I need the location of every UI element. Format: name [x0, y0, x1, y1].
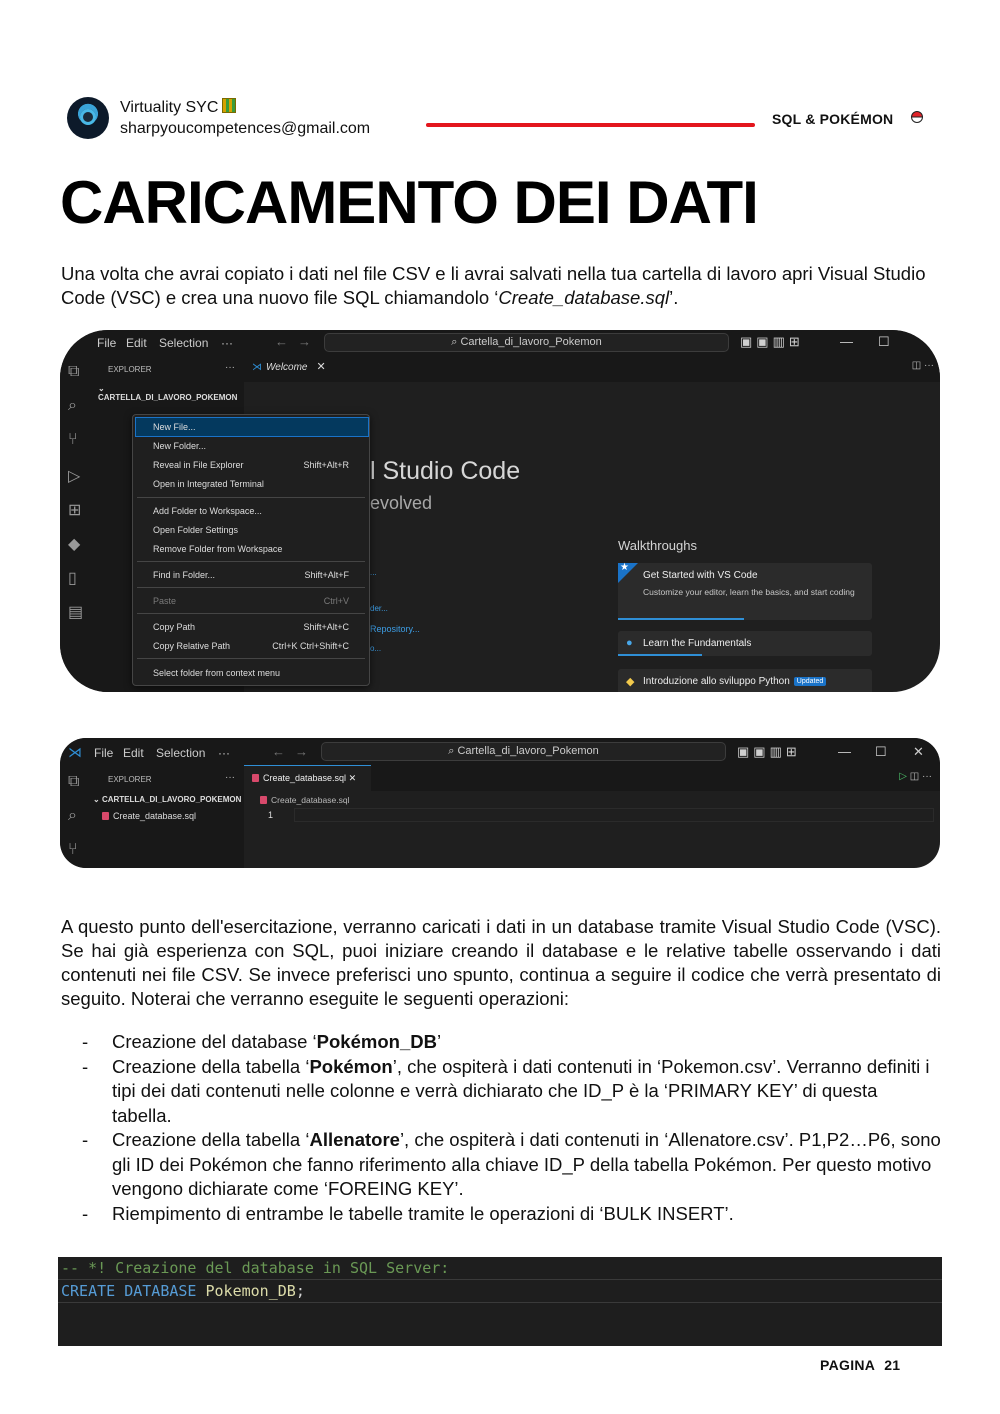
menu-item-folder-settings[interactable]: Open Folder Settings — [153, 525, 239, 535]
page-title: CARICAMENTO DEI DATI — [60, 169, 758, 236]
author-email: sharpyoucompetences@gmail.com — [120, 120, 371, 137]
title-bar — [60, 738, 940, 765]
python-icon[interactable]: ◆ — [68, 536, 81, 553]
menu-item-reveal[interactable]: Reveal in File Explorer Shift+Alt+R — [153, 460, 349, 470]
header-divider — [426, 123, 755, 127]
menu-item-new-folder[interactable]: New Folder... — [153, 441, 207, 451]
sql-file-icon — [260, 796, 267, 804]
back-arrow-icon[interactable]: ← — [275, 334, 288, 349]
split-editor-icon[interactable]: ◫ ··· — [911, 360, 934, 371]
list-item: - Creazione della tabella ‘Pokémon’, che ospiterà i dati contenuti in ‘Pokemon.csv’. Verranno definiti i tipi dei dati contenuti nelle colonne e verrà dichiarato che ID_P è la ‘PRIMARY KEY’ di questa tabella. — [82, 1055, 942, 1129]
search-icon[interactable]: ⌕ — [68, 807, 77, 824]
menu-item-open-terminal[interactable]: Open in Integrated Terminal — [153, 479, 264, 489]
minimize-icon[interactable]: — — [838, 744, 855, 759]
menu-item-new-file[interactable]: New File... — [136, 418, 368, 436]
editor-tabs — [244, 354, 940, 382]
explorer-more-icon[interactable]: ··· — [225, 362, 235, 373]
maximize-icon[interactable]: ☐ — [875, 744, 891, 759]
search-icon: ⌕ — [448, 745, 458, 757]
sql-code-block — [58, 1257, 942, 1346]
title-bar — [60, 330, 940, 354]
forward-arrow-icon[interactable]: → — [295, 744, 308, 759]
back-arrow-icon[interactable]: ← — [272, 744, 285, 759]
explorer-title: EXPLORER — [108, 775, 152, 784]
author-avatar — [67, 97, 109, 139]
menu-edit[interactable]: Edit — [126, 336, 147, 350]
operations-paragraph: A questo punto dell'esercitazione, verranno caricati i dati in un database tramite Visual Studio Code (VSC). Se hai già esperienza con SQL, puoi iniziare creando il database e le relative tabelle osservando i dati contenuti nei file CSV. Se invece preferisci uno spunto, continua a seguire il codice che verrà presentato di seguito. Noterai che verranno eseguite le seguenti operazioni: — [61, 916, 941, 1009]
walkthroughs-heading: Walkthroughs — [618, 538, 697, 553]
code-statement: CREATE DATABASE Pokemon_DB; — [61, 1282, 305, 1300]
walkthrough-card[interactable]: ● Learn the Fundamentals — [618, 631, 872, 656]
explorer-more-icon[interactable]: ··· — [225, 772, 235, 783]
explorer-title: EXPLORER — [108, 365, 152, 374]
editor-current-line[interactable] — [294, 808, 934, 822]
walkthrough-card[interactable]: ◆ Introduzione allo sviluppo Python Updated — [618, 669, 872, 692]
menu-more[interactable]: ··· — [218, 746, 230, 760]
menu-edit[interactable]: Edit — [123, 746, 144, 760]
start-link[interactable]: der... — [370, 604, 388, 613]
activity-bar — [60, 354, 93, 692]
tab-create-database[interactable]: Create_database.sql ✕ — [244, 765, 371, 791]
pokeball-icon — [911, 111, 923, 123]
sql-file-icon — [102, 812, 109, 820]
menu-item-find-in-folder[interactable]: Find in Folder... Shift+Alt+F — [153, 570, 349, 580]
welcome-title: l Studio Code — [370, 457, 521, 485]
search-icon: ⌕ — [451, 336, 461, 348]
sql-file-icon — [252, 774, 259, 782]
menu-item-select-folder[interactable]: Select folder from context menu — [153, 668, 281, 678]
close-icon[interactable]: ✕ — [316, 361, 326, 373]
operations-list — [82, 1030, 942, 1226]
start-link[interactable]: ... — [370, 568, 377, 577]
menu-item-copy-path[interactable]: Copy Path Shift+Alt+C — [153, 622, 349, 632]
command-center-search[interactable]: ⌕ Cartella_di_lavoro_Pokemon — [321, 742, 726, 761]
welcome-subtitle: evolved — [370, 493, 433, 513]
menu-item-copy-relative-path[interactable]: Copy Relative Path Ctrl+K Ctrl+Shift+C — [153, 641, 349, 651]
breadcrumb[interactable]: Create_database.sql — [260, 795, 349, 805]
context-menu — [132, 414, 370, 686]
activity-bar — [60, 765, 93, 868]
command-center-search[interactable]: ⌕ Cartella_di_lavoro_Pokemon — [324, 333, 729, 352]
line-number: 1 — [268, 810, 274, 820]
progress-bar — [618, 618, 744, 620]
layout-toggle-icons[interactable]: ▣▣▥⊞ — [737, 744, 801, 759]
files-icon[interactable]: ⧉ — [68, 773, 80, 790]
list-item: - Riempimento di entrambe le tabelle tramite le operazioni di ‘BULK INSERT’. — [82, 1202, 942, 1227]
tab-welcome[interactable]: ⋊ Welcome ✕ — [252, 361, 326, 373]
menu-item-add-folder[interactable]: Add Folder to Workspace... — [153, 506, 262, 516]
workspace-folder[interactable]: ⌄ CARTELLA_DI_LAVORO_POKEMON — [98, 384, 238, 402]
intro-paragraph: Una volta che avrai copiato i dati nel file CSV e li avrai salvati nella tua cartella di lavoro apri Visual Studio Code (VSC) e crea una nuovo file SQL chiamandolo ‘Create_database.sql’. — [61, 263, 926, 308]
extensions-icon[interactable]: ⊞ — [68, 502, 82, 519]
maximize-icon[interactable]: ☐ — [878, 334, 894, 349]
close-icon[interactable]: ✕ — [348, 773, 357, 783]
vscode-screenshot-new-file — [60, 330, 940, 692]
progress-bar — [618, 654, 702, 656]
layout-toggle-icons[interactable]: ▣▣▥⊞ — [740, 334, 804, 349]
menu-selection[interactable]: Selection — [156, 746, 206, 760]
menu-file[interactable]: File — [97, 336, 117, 350]
menu-item-remove-folder[interactable]: Remove Folder from Workspace — [153, 544, 283, 554]
star-icon: ★ — [618, 563, 638, 583]
notebook-icon[interactable]: ▯ — [68, 570, 77, 587]
menu-file[interactable]: File — [94, 746, 114, 760]
list-item: - Creazione del database ‘Pokémon_DB’ — [82, 1030, 942, 1055]
menu-selection[interactable]: Selection — [159, 336, 209, 350]
source-control-icon[interactable]: ⑂ — [68, 841, 78, 858]
close-window-icon[interactable]: ✕ — [913, 744, 928, 759]
panel-icon[interactable]: ▤ — [68, 604, 84, 621]
source-control-icon[interactable]: ⑂ — [68, 431, 78, 448]
search-icon[interactable]: ⌕ — [68, 397, 77, 414]
menu-item-paste[interactable]: Paste Ctrl+V — [153, 596, 349, 606]
list-item: - Creazione della tabella ‘Allenatore’, che ospiterà i dati contenuti in ‘Allenatore.csv’. P1,P2…P6, sono gli ID dei Pokémon che fanno riferimento alla chiave ID_P della tabella Pokémon. Per questo motivo vengono dichiarate come ‘FOREING KEY’. — [82, 1128, 942, 1202]
editor-tabs — [244, 765, 940, 791]
workspace-folder[interactable]: ⌄ CARTELLA_DI_LAVORO_POKEMON — [93, 795, 242, 804]
author-name: Virtuality SYC — [120, 98, 236, 117]
minimize-icon[interactable]: — — [840, 334, 857, 349]
updated-badge: Updated — [794, 677, 826, 686]
page-number: PAGINA 21 — [820, 1357, 901, 1373]
vscode-logo-icon: ⋊ — [68, 744, 82, 760]
code-comment: -- *! Creazione del database in SQL Server: — [61, 1259, 450, 1277]
start-link[interactable]: o... — [370, 644, 382, 653]
brand-logo-icon — [222, 98, 236, 113]
forward-arrow-icon[interactable]: → — [298, 334, 311, 349]
start-link[interactable]: Repository... — [370, 624, 420, 634]
files-icon[interactable]: ⧉ — [68, 363, 80, 380]
run-split-icons[interactable]: ▷ ◫ ··· — [899, 771, 932, 782]
header-topic: SQL & POKÉMON — [772, 111, 894, 127]
run-debug-icon[interactable]: ▷ — [68, 468, 81, 485]
explorer-file-item[interactable]: Create_database.sql — [102, 811, 196, 821]
python-icon: ◆ — [626, 676, 635, 688]
vscode-screenshot-sql-file — [60, 738, 940, 868]
lightbulb-icon: ● — [626, 637, 633, 649]
vscode-logo-icon: ⋊ — [252, 362, 262, 373]
menu-more[interactable]: ··· — [221, 336, 233, 350]
walkthrough-card[interactable]: ★ Get Started with VS Code Customize your editor, learn the basics, and start coding — [618, 563, 872, 620]
